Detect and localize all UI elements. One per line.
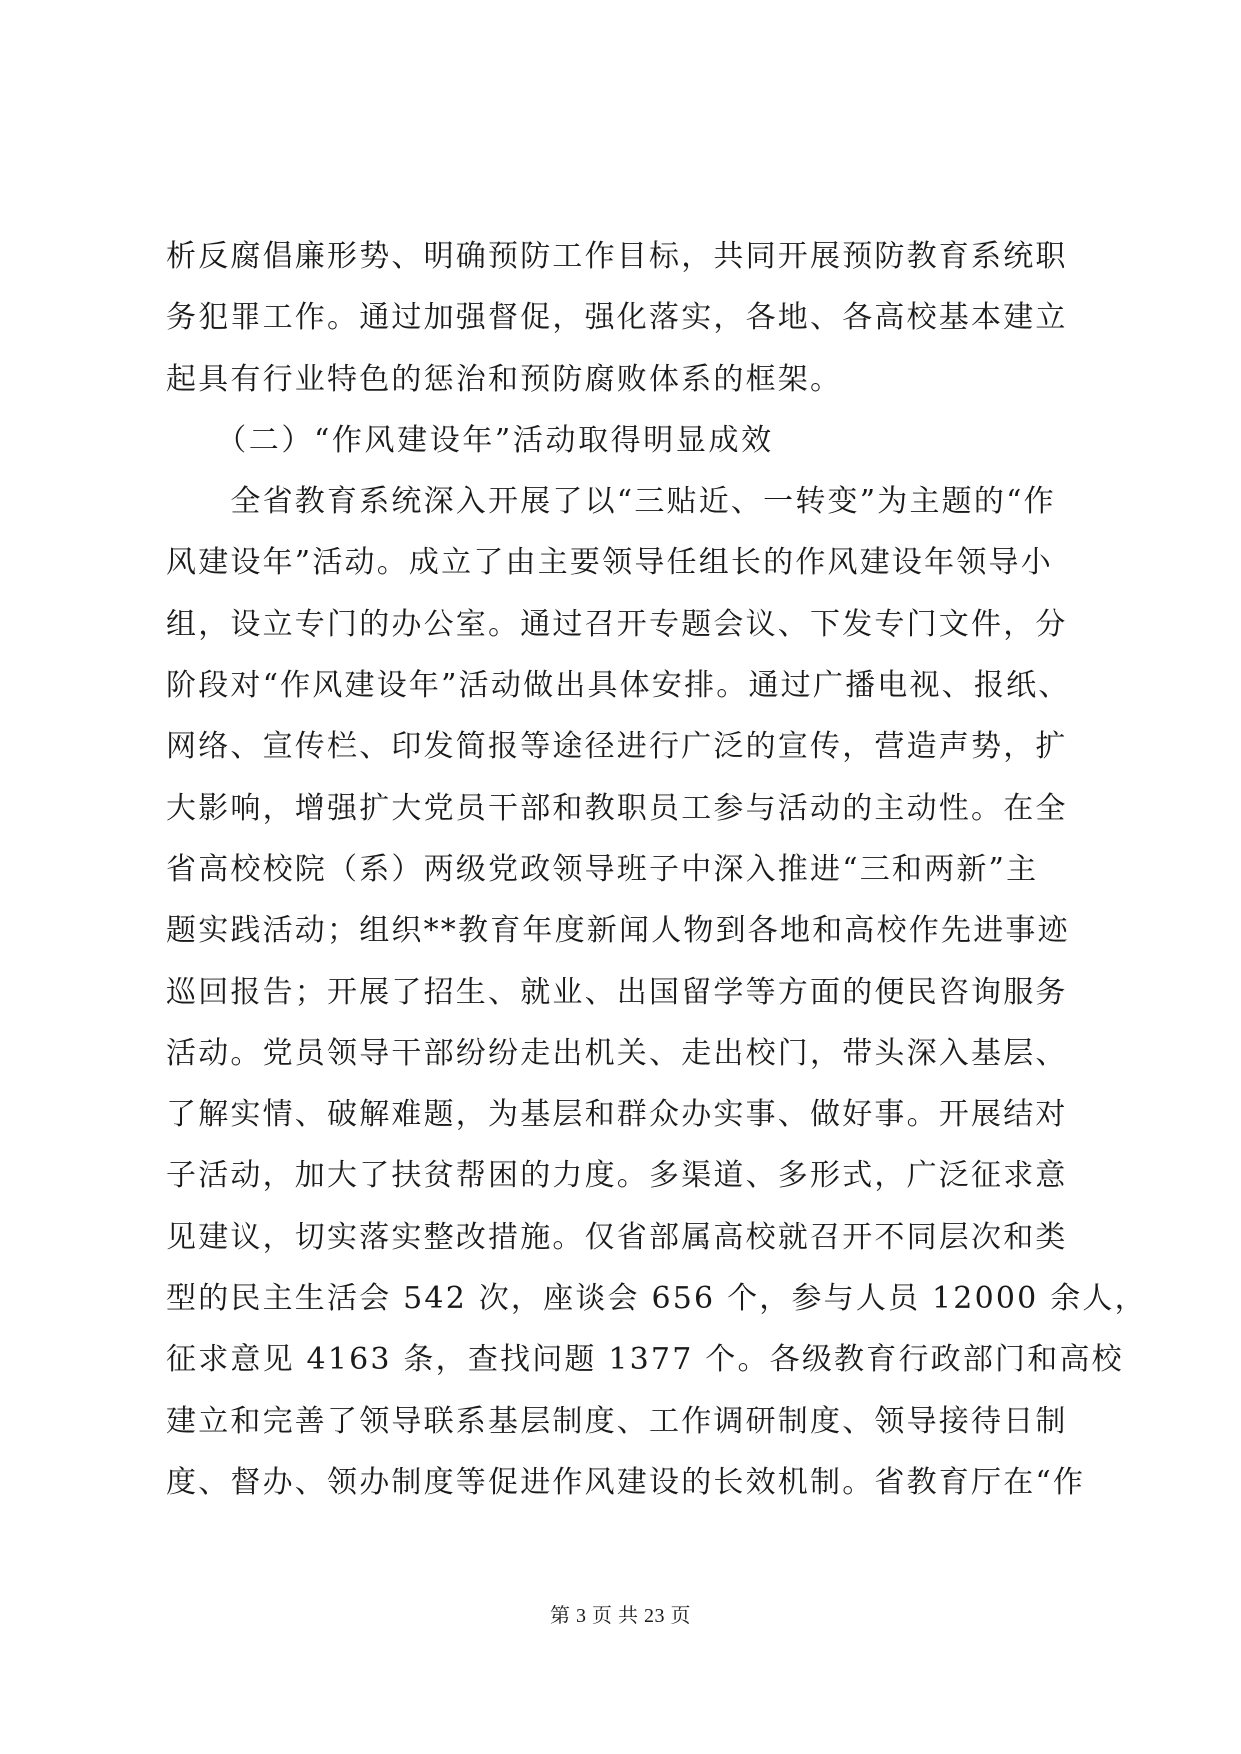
text-line: 大影响，增强扩大党员干部和教职员工参与活动的主动性。在全 bbox=[166, 790, 1068, 826]
text-line: 型的民主生活会 542 次，座谈会 656 个，参与人员 12000 余人， bbox=[166, 1281, 1147, 1317]
text-line: 全省教育系统深入开展了以“三贴近、一转变”为主题的“作 bbox=[166, 484, 1056, 520]
text-line: 活动。党员领导干部纷纷走出机关、走出校门，带头深入基层、 bbox=[166, 1035, 1068, 1071]
text-line: 省高校校院（系）两级党政领导班子中深入推进“三和两新”主 bbox=[166, 851, 1039, 887]
text-line: 了解实情、破解难题，为基层和群众办实事、做好事。开展结对 bbox=[166, 1097, 1068, 1133]
body-text bbox=[166, 226, 1147, 1513]
text-line: 务犯罪工作。通过加强督促，强化落实，各地、各高校基本建立 bbox=[166, 300, 1068, 336]
text-line: 征求意见 4163 条，查找问题 1377 个。各级教育行政部门和高校 bbox=[166, 1342, 1124, 1378]
text-line: 阶段对“作风建设年”活动做出具体安排。通过广播电视、报纸、 bbox=[166, 668, 1071, 704]
page-number-footer: 第 3 页 共 23 页 bbox=[550, 1605, 691, 1627]
section-heading: （二）“作风建设年”活动取得明显成效 bbox=[166, 422, 774, 458]
text-line: 起具有行业特色的惩治和预防腐败体系的框架。 bbox=[166, 361, 843, 397]
text-line: 巡回报告；开展了招生、就业、出国留学等方面的便民咨询服务 bbox=[166, 974, 1068, 1010]
text-line: 组，设立专门的办公室。通过召开专题会议、下发专门文件，分 bbox=[166, 606, 1068, 642]
text-line: 网络、宣传栏、印发简报等途径进行广泛的宣传，营造声势，扩 bbox=[166, 729, 1068, 765]
text-line: 题实践活动；组织**教育年度新闻人物到各地和高校作先进事迹 bbox=[166, 913, 1070, 949]
text-line: 见建议，切实落实整改措施。仅省部属高校就召开不同层次和类 bbox=[166, 1219, 1068, 1255]
text-line: 子活动，加大了扶贫帮困的力度。多渠道、多形式，广泛征求意 bbox=[166, 1158, 1068, 1194]
text-line: 析反腐倡廉形势、明确预防工作目标，共同开展预防教育系统职 bbox=[166, 239, 1068, 274]
text-line: 度、督办、领办制度等促进作风建设的长效机制。省教育厅在“作 bbox=[166, 1464, 1086, 1500]
text-line: 风建设年”活动。成立了由主要领导任组长的作风建设年领导小 bbox=[166, 545, 1053, 581]
text-line: 建立和完善了领导联系基层制度、工作调研制度、领导接待日制 bbox=[166, 1403, 1068, 1439]
